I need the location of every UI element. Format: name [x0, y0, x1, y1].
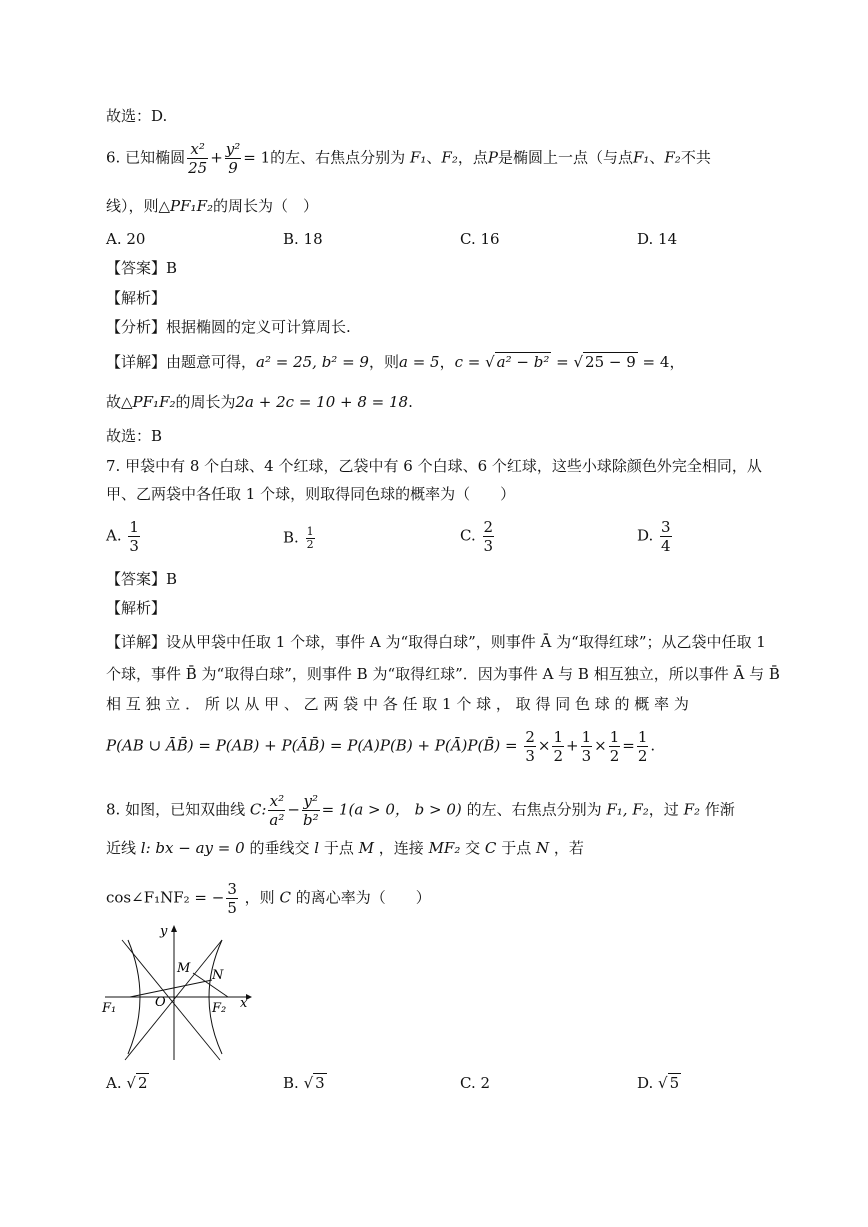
q8-line2-mf: MF₂: [428, 839, 461, 857]
q8-line3-b: 的离心率为（ ）: [295, 888, 431, 907]
q8-line2-b: 的垂线交: [249, 839, 310, 857]
q8-option-d: D. √ 5: [637, 1074, 680, 1092]
q6-detail-eq3b: =: [551, 353, 574, 371]
q6-stem-a: 已知椭圆: [125, 148, 186, 167]
q7-opt-b-label: B.: [283, 528, 299, 547]
q8-line2-c: 于点: [323, 839, 354, 857]
q8-stem-d: 作渐: [704, 800, 735, 819]
q6-conclude-b: 的周长为: [175, 393, 236, 411]
q8-option-c: C. 2: [460, 1074, 491, 1092]
q7-frac2: [552, 728, 564, 765]
q6-f2b: F₂: [664, 148, 681, 167]
label-y: y: [160, 924, 168, 939]
q6-detail-eq3a: c =: [454, 353, 486, 371]
q7-f-n5: 1: [637, 728, 648, 746]
q7-stem-line2: 甲、乙两袋中各任取 1 个球，则取得同色球的概率为（ ）: [106, 485, 516, 503]
q8-line3-c: C: [279, 888, 291, 907]
q6-detail-eq3c: = 4: [637, 353, 670, 371]
q7-detail-line3: 相 互 独 立 ． 所 以 从 甲 、 乙 两 袋 中 各 任 取 1 个 球 ， 取 得 同 色 球 的 概 率 为: [106, 695, 689, 713]
q6-conclude-eq: 2a + 2c = 10 + 8 = 18: [235, 393, 409, 411]
q8-stem-line1: [106, 792, 735, 829]
q7-formula: [106, 728, 655, 765]
q6-conclude-c: .: [408, 393, 413, 411]
q7-opt-c-num: 2: [483, 518, 494, 536]
q7-frac1: [524, 728, 536, 765]
label-x: x: [240, 996, 248, 1011]
q7-f-d5: 2: [637, 747, 648, 765]
q7-opt-b-frac: [306, 526, 315, 551]
prev-answer-line: 故选：D.: [106, 107, 168, 125]
q8-option-a: A. √ 2: [106, 1074, 148, 1092]
q8-line2-m: M: [358, 839, 374, 857]
q6-fenxi: 【分析】根据椭圆的定义可计算周长.: [106, 318, 351, 336]
q7-times1: ×: [537, 736, 551, 755]
q7-opt-b-num: 1: [306, 525, 314, 538]
q6-f2: F₂: [441, 148, 458, 167]
label-m: M: [177, 961, 191, 976]
q7-opt-c-label: C.: [460, 526, 476, 545]
q6-stem-d: 是椭圆上一点（与点: [497, 148, 633, 167]
f1-n-segment: [130, 980, 212, 997]
q6-conclude-a: 故: [106, 393, 122, 411]
q7-opt-a-den: 3: [129, 537, 139, 555]
q8-c-label: C:: [249, 800, 267, 819]
q6-final: 故选：B: [106, 427, 163, 445]
asymptote-1: [122, 940, 220, 1060]
q8-cos-num: 3: [227, 880, 237, 898]
q6-detail-c: ，: [439, 353, 455, 371]
q8-opt-d-label: D.: [637, 1074, 654, 1092]
q8-opt-b-val: 3: [315, 1074, 325, 1092]
q8-foci: F₁, F₂: [606, 800, 649, 819]
q6-detail-eq2: a = 5: [398, 353, 440, 371]
q6-f1: F₁: [409, 148, 427, 167]
q7-eq: =: [622, 736, 635, 755]
q8-line2-f: 于点: [501, 839, 532, 857]
q7-formula-a: P(AB ∪ ĀB̄) = P(AB) + P(ĀB̄) = P(A)P(B) + P(Ā)P(B̄) =: [106, 736, 523, 755]
q8-stem-b: 的左、右焦点分别为: [466, 800, 602, 819]
q7-f-n4: 1: [609, 728, 620, 746]
q8-h-num2: y²: [303, 792, 319, 810]
q6-frac2: [225, 140, 242, 177]
q7-frac5: [637, 728, 649, 765]
q7-opt-a-num: 1: [129, 518, 139, 536]
q8-cos: cos∠F₁NF₂ = −: [106, 888, 225, 907]
q6-f1b: F₁: [632, 148, 650, 167]
q8-line2-n: N: [535, 839, 550, 857]
q7-frac4: [609, 728, 621, 765]
q8-opt-a-label: A.: [106, 1074, 122, 1092]
q6-answer: 【答案】B: [106, 259, 178, 277]
q6-conclusion: [106, 392, 413, 412]
q7-stem-line1: [106, 456, 762, 476]
q6-eq1: = 1: [243, 148, 271, 167]
q7-f-d3: 3: [581, 747, 592, 765]
q7-option-a: [106, 518, 142, 555]
q6-option-c: C. 16: [460, 230, 500, 248]
q6-stem-line1: [106, 140, 711, 177]
q7-opt-a-label: A.: [106, 526, 122, 545]
hyperbola-figure: [100, 920, 260, 1065]
q7-f-n1: 2: [525, 728, 535, 746]
q6-conclude-tri: △PF₁F₂: [121, 393, 176, 411]
q8-frac2: [302, 792, 320, 829]
q7-times2: ×: [594, 736, 607, 755]
q8-opt-b-label: B.: [283, 1074, 299, 1092]
q8-line3-a: ，则: [244, 888, 275, 907]
q8-stem-c: ，过: [648, 800, 679, 819]
q6-detail-b: ，则: [368, 353, 399, 371]
q7-opt-b-den: 2: [306, 538, 314, 551]
q7-detail-line2: 个球，事件 B̄ 为“取得白球”，则事件 B 为“取得红球”．因为事件 A 与 B 相互独立，所以事件 Ā 与 B̄: [106, 665, 780, 683]
q7-answer: 【答案】B: [106, 570, 178, 588]
q8-f2: F₂: [683, 800, 700, 819]
q6-option-a: A. 20: [106, 230, 146, 248]
label-f1: F₁: [102, 1001, 117, 1016]
q6-stem-line2: [106, 196, 318, 216]
q7-plus: +: [566, 736, 579, 755]
q7-f-d2: 2: [553, 747, 564, 765]
q7-opt-c-den: 3: [483, 537, 494, 555]
q8-line2-l: l: bx − ay = 0: [140, 839, 245, 857]
q8-number: 8.: [106, 800, 121, 819]
q6-sep: 、: [426, 148, 442, 167]
q8-opt-a-val: 2: [137, 1074, 148, 1092]
q8-h-rest: = 1(a > 0， b > 0): [321, 800, 462, 819]
q6-option-b: B. 18: [283, 230, 323, 248]
q7-f-n3: 1: [581, 728, 592, 746]
q6-plus: +: [210, 148, 223, 167]
q7-opt-d-label: D.: [637, 526, 654, 545]
label-f2: F₂: [212, 1001, 227, 1016]
q6-frac1-den: 25: [188, 159, 208, 177]
q8-line2-c2: C: [484, 839, 497, 857]
q6-detail-sqrt2: 25 − 9: [585, 353, 636, 371]
q7-stem1: 甲袋中有 8 个白球、4 个红球，乙袋中有 6 个白球、6 个红球，这些小球除颜色外完全相同，从: [125, 457, 762, 475]
q8-stem-line3: [106, 880, 431, 917]
q6-detail-a: 【详解】由题意可得，: [106, 353, 257, 371]
q6-triangle: △PF₁F₂: [158, 197, 213, 215]
q8-line2-e: 交: [465, 839, 481, 857]
q8-stem-a: 如图，已知双曲线: [125, 800, 246, 819]
q6-frac1-num: x²: [187, 140, 208, 159]
q6-detail-d: ，: [669, 353, 685, 371]
q7-opt-d-frac: [660, 518, 672, 555]
q6-stem-b: 的左、右焦点分别为: [270, 148, 406, 167]
q7-opt-c-frac: [483, 518, 495, 555]
q6-sep2: 、: [649, 148, 665, 167]
q6-frac1: [187, 140, 208, 177]
q7-opt-a-frac: [128, 518, 140, 555]
y-axis-arrow: [171, 925, 177, 932]
q6-detail-eq1: a² = 25, b² = 9: [256, 353, 369, 371]
q8-minus: −: [287, 800, 300, 819]
q8-line2-d: ，连接: [378, 839, 424, 857]
q7-detail-line1: 【详解】设从甲袋中任取 1 个球，事件 A 为“取得白球”，则事件 Ā 为“取得红球”；从乙袋中任取 1: [106, 633, 766, 651]
q7-number: 7.: [106, 457, 121, 475]
q8-line2-g: ，若: [553, 839, 584, 857]
q6-number: 6.: [106, 148, 121, 167]
label-n: N: [212, 968, 224, 983]
q8-h-den1: a²: [269, 811, 285, 829]
q7-end: .: [650, 736, 656, 755]
q7-option-d: [637, 518, 674, 555]
q7-f-n2: 1: [553, 728, 564, 746]
q8-frac1: [268, 792, 285, 829]
q7-opt-d-num: 3: [661, 518, 671, 536]
q6-frac2-den: 9: [228, 159, 238, 177]
label-o: O: [155, 995, 166, 1010]
q6-line2-a: 线），则: [106, 197, 159, 215]
q8-line2-l2: l: [314, 839, 320, 857]
q6-p: P: [487, 148, 498, 167]
q7-frac3: [581, 728, 593, 765]
q7-option-b: [283, 526, 317, 551]
q8-cos-den: 5: [227, 899, 237, 917]
q8-opt-d-val: 5: [669, 1074, 680, 1092]
q6-analysis-title: 【解析】: [106, 289, 167, 307]
q8-h-den2: b²: [302, 811, 319, 829]
q8-cos-frac: [226, 880, 238, 917]
q7-option-c: [460, 518, 496, 555]
q6-detail-sqrt1: a² − b²: [496, 353, 550, 371]
q8-h-num1: x²: [269, 792, 285, 810]
q8-option-b: B. √ 3: [283, 1074, 325, 1092]
q6-stem-e: 不共: [680, 148, 711, 167]
q7-f-d4: 2: [609, 747, 620, 765]
q7-f-d1: 3: [525, 747, 535, 765]
q6-option-d: D. 14: [637, 230, 678, 248]
q6-stem-c: ，点: [457, 148, 488, 167]
q6-detail-line: 【详解】由题意可得，a² = 25, b² = 9，则a = 5，c = √ a² − b² = √ 25 − 9 = 4，: [106, 353, 685, 371]
q8-line2-a: 近线: [106, 839, 137, 857]
q7-opt-d-den: 4: [661, 537, 671, 555]
q7-analysis-title: 【解析】: [106, 599, 167, 617]
q8-stem-line2: [106, 838, 584, 858]
q6-line2-b: 的周长为（ ）: [213, 197, 319, 215]
q6-frac2-num: y²: [225, 140, 241, 158]
